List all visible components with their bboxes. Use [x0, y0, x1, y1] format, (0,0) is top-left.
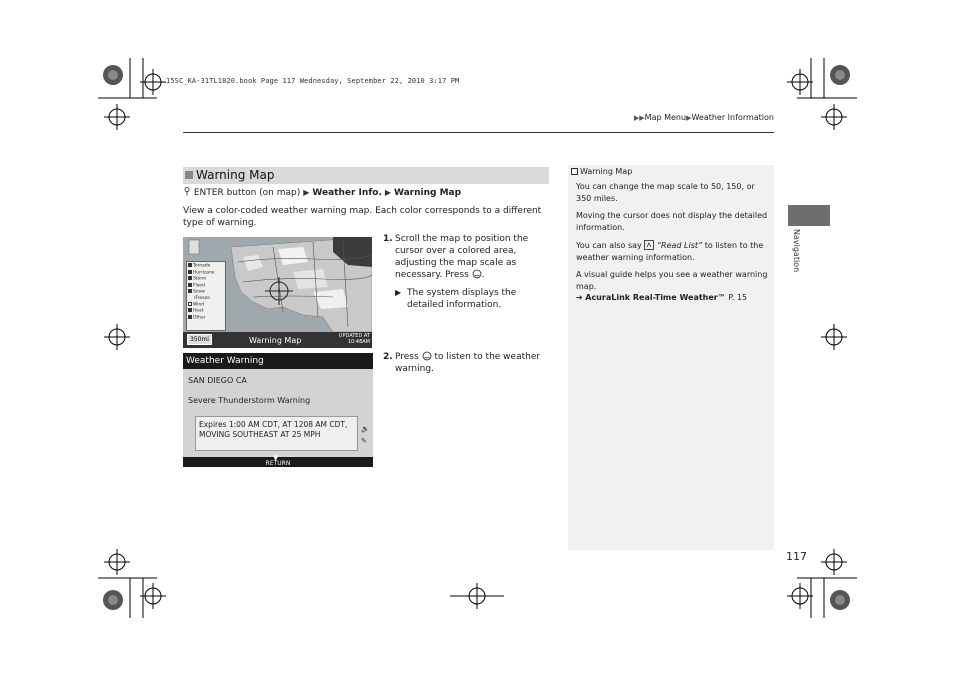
map-updated: UPDATED AT 10:48AM — [338, 333, 370, 345]
warning-location: SAN DIEGO CA — [188, 376, 247, 385]
step-result: The system displays the detailed information. — [407, 288, 517, 310]
step-number: 1. — [383, 234, 393, 244]
chapter-label: Navigation — [792, 229, 801, 273]
warning-type: Severe Thunderstorm Warning — [188, 396, 311, 405]
square-icon — [185, 171, 193, 179]
legend-item: Other — [188, 315, 224, 322]
sidebar-note: A visual guide helps you see a weather warning map. — [576, 270, 768, 291]
section-title: Warning Map — [196, 168, 275, 182]
enter-button-icon — [472, 269, 482, 279]
sidebar-notes — [568, 165, 774, 550]
section-header — [183, 167, 549, 184]
weather-warning-screenshot — [183, 353, 373, 467]
arrow-right-icon: ➔ — [576, 293, 583, 302]
sidebar-note: Moving the cursor does not display the detailed information. — [576, 211, 768, 232]
cross-reference-link[interactable]: ➔ AcuraLink Real-Time Weather™ P. 15 — [576, 293, 748, 302]
triangle-right-icon: ▶ — [395, 288, 402, 297]
step-text-after: to listen to the weather warning. — [395, 352, 541, 374]
intro-text: View a color-coded weather warning map. Each color corresponds to a different type of warning. — [183, 206, 542, 228]
return-bar — [183, 454, 373, 467]
step-text: Press — [395, 352, 419, 362]
breadcrumb — [634, 113, 774, 122]
legend-item: Heat — [188, 308, 224, 315]
sidebar-title: Warning Map — [571, 167, 632, 176]
step-number: 2. — [383, 352, 393, 362]
map-caption: Warning Map — [249, 336, 302, 345]
legend-item: Flood — [188, 283, 224, 290]
joystick-icon — [183, 187, 191, 196]
sidebar-note: You can change the map scale to 50, 150, or 350 miles. — [576, 182, 755, 203]
triangle-right-icon: ▶▶ — [633, 114, 645, 122]
legend-item: Hurricane — [188, 270, 224, 277]
warning-screen-title: Weather Warning — [183, 353, 373, 369]
breadcrumb-item: Weather Information — [691, 113, 774, 122]
chevron-down-icon: ▼ — [273, 454, 279, 462]
reference-icon — [571, 168, 578, 175]
header-rule — [183, 132, 774, 133]
legend-item: /Freeze — [194, 295, 210, 301]
legend-item: Tornado — [188, 263, 224, 270]
print-header: 15SC_KA-31TL1820.book Page 117 Wednesday, September 22, 2010 3:17 PM — [166, 77, 460, 85]
breadcrumb-item: Map Menu — [644, 113, 687, 122]
map-caption-bar — [183, 332, 372, 348]
enter-button-icon — [422, 351, 432, 361]
legend-item: Snow — [188, 289, 224, 296]
warning-details: Expires 1:00 AM CDT, AT 1208 AM CDT, MOVING SOUTHEAST AT 25 MPH — [195, 416, 358, 451]
speaker-icon: 🔈 ✎ — [361, 425, 370, 445]
menu-path-prefix: ENTER button (on map) — [193, 188, 301, 198]
triangle-right-icon: ▶ — [303, 188, 310, 197]
chapter-tab — [788, 205, 830, 226]
map-scale: 350mi — [187, 334, 212, 345]
return-label: RETURN — [265, 460, 291, 467]
menu-path-step: Weather Info. — [312, 188, 382, 198]
talk-button-icon — [644, 240, 654, 250]
sidebar-note: You can also say “Read List” to listen to the weather warning information. — [576, 241, 764, 262]
legend-item: Wind — [188, 302, 224, 309]
page-number: 117 — [786, 550, 807, 563]
step-2 — [383, 351, 551, 375]
step-text: Scroll the map to position the cursor over a colored area, adjusting the map scale as necessary. Press — [395, 234, 529, 280]
legend-item: Storm — [188, 276, 224, 283]
triangle-right-icon: ▶ — [384, 188, 391, 197]
map-legend — [186, 261, 226, 331]
warning-map-screenshot — [183, 237, 372, 348]
menu-path-step: Warning Map — [394, 188, 462, 198]
menu-path — [183, 187, 461, 198]
triangle-right-icon: ▶ — [686, 114, 692, 122]
step-1: 1. Scroll the map to position the cursor over a colored area, adjusting the map scale as necessary. Press . ▶ The system displays the detailed information. — [383, 233, 551, 311]
